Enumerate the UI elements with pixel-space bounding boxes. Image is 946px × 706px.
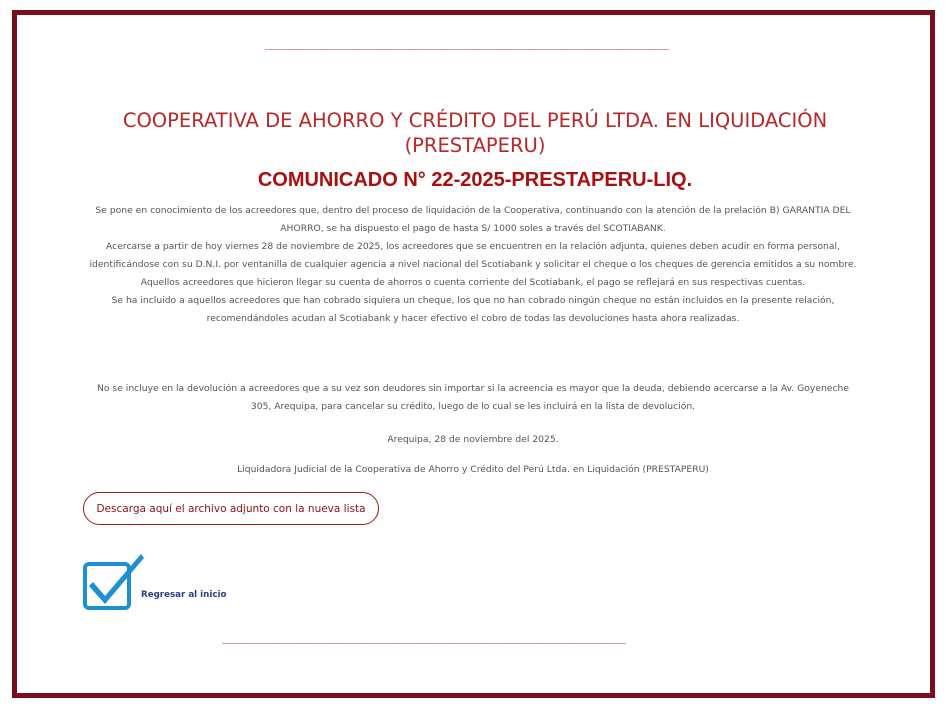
body-line-guarantee: Se pone en conocimiento de los acreedores que, dentro del proceso de liquidación de la Cooperativa, continuando con la atención de la prelación B) GARANTIA DEL AHORRO, se ha dispuesto el pago de hasta S/ 1000 soles a través del SCOTIABANK. xyxy=(95,205,851,234)
back-to-home-link[interactable]: Regresar al inicio xyxy=(141,590,227,600)
checkbox-check-icon[interactable] xyxy=(83,550,147,612)
body-exclusion-note: No se incluye en la devolución a acreedores que a su vez son deudores sin importar si la acreencia es mayor que la deuda, debiendo acercarse a la Av. Goyeneche 305, Arequipa, para cancelar su crédito, luego de lo cual se les incluirá en la lista de devolución. xyxy=(97,383,849,412)
bottom-divider: _______________________________________________________________________________________ xyxy=(222,631,625,644)
download-attachment-button[interactable]: Descarga aquí el archivo adjunto con la nueva lista xyxy=(83,492,379,525)
body-line-accounts: Aquellos acreedores que hicieron llegar su cuenta de ahorros o cuenta corriente del Scotiabank, el pago se reflejará en sus respectivas cuentas. xyxy=(140,277,806,288)
date-line: Arequipa, 28 de noviembre del 2025. xyxy=(387,434,559,445)
page-title: COOPERATIVA DE AHORRO Y CRÉDITO DEL PERÚ LTDA. EN LIQUIDACIÓN (PRESTAPERU) xyxy=(122,109,828,157)
signature-line: Liquidadora Judicial de la Cooperativa de Ahorro y Crédito del Perú Ltda. en Liquidación (PRESTAPERU) xyxy=(237,464,709,475)
top-divider: _______________________________________________________________________________________ xyxy=(265,37,668,50)
announcement-number: COMUNICADO N° 22-2025-PRESTAPERU-LIQ. xyxy=(257,169,693,191)
body-line-instructions: Acercarse a partir de hoy viernes 28 de noviembre de 2025, los acreedores que se encuentren en la relación adjunta, quienes deben acudir en forma personal, identificándose con su D.N.I. por ventanilla de cualquier agencia a nivel nacional del Scotiabank y solicitar el cheque o los cheques de gerencia emitidos a su nombre. xyxy=(89,241,857,270)
body-line-included: Se ha incluido a aquellos acreedores que han cobrado siquiera un cheque, los que no han cobrado ningún cheque no están incluidos en la presente relación, recomendándoles acudan al Scotiabank y hacer efectivo el cobro de todas las devoluciones hasta ahora realizadas. xyxy=(111,295,835,324)
announcement-body xyxy=(88,202,858,328)
